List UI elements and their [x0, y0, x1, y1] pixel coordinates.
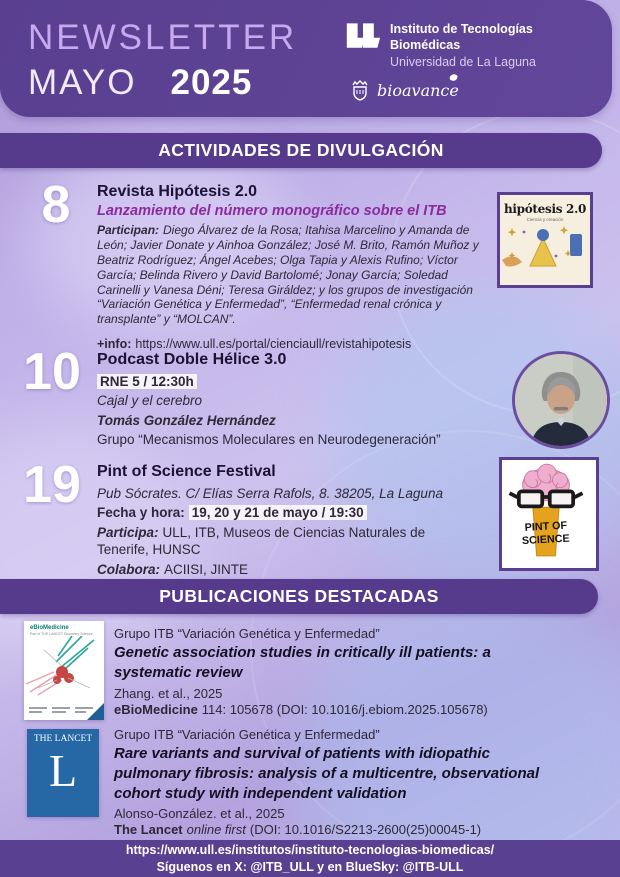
institute-logo-block	[345, 22, 536, 71]
hipotesis-cover-thumbnail	[497, 192, 593, 288]
activity-participants	[97, 223, 491, 327]
publication-group: Grupo ITB “Variación Genética y Enfermedad”	[114, 626, 380, 641]
info-url-link[interactable]: https://www.ull.es/portal/cienciaull/revistahipotesis	[135, 337, 412, 352]
lancet-cover-letter: L	[48, 745, 78, 796]
publication-item-ebiomedicine	[114, 626, 600, 717]
header	[0, 0, 612, 117]
lancet-cover-label: THE LANCET	[33, 734, 93, 744]
hipotesis-cover-subtitle: Ciencia y creación	[526, 217, 564, 222]
podcast-research-group: Grupo “Mecanismos Moleculares en Neurodegeneración”	[97, 432, 441, 448]
newsletter-date	[28, 63, 252, 103]
publication-title: Rare variants and survival of patients with idiopathic pulmonary fibrosis: analysis of a multicentre, observational cohort study with independent validation	[114, 745, 540, 802]
ull-logo-icon	[345, 22, 381, 50]
activity-subtitle: Lanzamiento del número monográfico sobre el ITB	[97, 203, 447, 219]
journal-name: eBioMedicine	[114, 701, 198, 717]
activity-item-pint-of-science	[97, 462, 467, 581]
institute-name-line1: Instituto de Tecnologías	[390, 22, 533, 36]
ebiomedicine-cover-columns	[29, 707, 93, 715]
colabora-label: Colabora:	[97, 561, 161, 577]
activity-title: Revista Hipótesis 2.0	[97, 183, 258, 200]
ebiomedicine-cover-label: eBioMedicine	[30, 625, 69, 631]
activity-item-podcast	[97, 350, 497, 451]
podcast-episode: Cajal y el cerebro	[97, 393, 203, 409]
ebiomedicine-cover-art	[24, 636, 104, 696]
event-collaborators	[97, 561, 467, 579]
activity-title: Pint of Science Festival	[97, 463, 276, 480]
partner-logo-block	[352, 80, 459, 101]
pint-logo-text-line1: PINT OF	[524, 519, 568, 534]
datetime-value: 19, 20 y 21 de mayo / 19:30	[189, 505, 367, 520]
bioavance-wordmark: bioavance	[377, 81, 459, 100]
publication-title: Genetic association studies in critically ill patients: a systematic review	[114, 644, 491, 681]
hipotesis-cover-illustration	[500, 222, 584, 270]
activity-item-revista-hipotesis	[97, 183, 491, 351]
publications-section-banner	[0, 579, 598, 614]
newsletter-year: 2025	[170, 63, 253, 102]
journal-name: The Lancet	[114, 822, 183, 838]
journal-note: online first	[186, 822, 246, 838]
event-venue: Pub Sócrates. C/ Elías Serra Rafols, 8. 38205, La Laguna	[97, 485, 443, 501]
institute-name-line2: Biomédicas	[390, 37, 461, 52]
participa-label: Participa:	[97, 524, 159, 540]
participa-value: ULL, ITB, Museos de Ciencias Naturales de Tenerife, HUNSC	[97, 524, 426, 558]
hipotesis-cover-title: hipótesis 2.0	[503, 202, 587, 216]
university-name: Universidad de La Laguna	[390, 55, 536, 70]
activity-title: Podcast Doble Hélice 3.0	[97, 351, 287, 368]
event-participants	[97, 524, 467, 559]
footer-url-link[interactable]: https://www.ull.es/institutos/instituto-tecnologias-biomedicas/	[125, 842, 495, 857]
publication-authors: Alonso-González. et al., 2025	[114, 806, 285, 822]
footer	[0, 840, 620, 877]
publication-authors: Zhang. et al., 2025	[114, 685, 223, 701]
participants-list: Diego Álvarez de la Rosa; Itahisa Marcelino y Amanda de León; Javier Donate y Ainhoa González; José M. Brito, Ramón Muñoz y Beatriz Rodríguez; Ángel Acebes; Olga Tapia y Alexis Rufino; Víctor García; Belinda Rivero y David Bartolomé; Jonay García; Soledad Carinelli y Vanesa Déni; Teresa Giráldez; y los grupos de investigación “Variación Genética y Enfermedad”, “Enfermedad renal crónica y transplante” y “MOLCAN”.	[97, 223, 479, 327]
ebiomedicine-cover-thumbnail	[24, 621, 104, 720]
ebiomedicine-cover-sublabel: Part of THE LANCET Discovery Science	[30, 632, 93, 636]
lancet-cover-thumbnail	[27, 729, 99, 817]
publication-group: Grupo ITB “Variación Genética y Enfermedad”	[114, 727, 380, 742]
speaker-portrait-illustration	[515, 354, 607, 446]
podcast-speaker: Tomás González Hernández	[97, 412, 276, 428]
ebiomedicine-cover-corner	[87, 703, 104, 720]
activities-section-banner	[0, 133, 602, 168]
activity-day-number: 10	[23, 343, 81, 401]
activities-section-title: ACTIVIDADES DE DIVULGACIÓN	[158, 140, 444, 160]
pint-of-science-logo	[499, 457, 599, 571]
footer-social-line[interactable]: Síguenos en X: @ITB_ULL y en BlueSky: @ITB-ULL	[156, 859, 464, 874]
publication-reference	[114, 702, 600, 717]
pint-of-science-illustration	[502, 460, 590, 562]
podcast-schedule: RNE 5 / 12:30h	[97, 374, 197, 389]
activity-day-number: 8	[41, 176, 71, 234]
participants-label: Participan:	[97, 223, 160, 237]
info-label: +info:	[97, 337, 132, 352]
publication-reference	[114, 822, 606, 837]
newsletter-title: NEWSLETTER	[28, 18, 298, 57]
publication-item-lancet	[114, 727, 606, 837]
activity-day-number: 19	[23, 456, 81, 514]
journal-reference: (DOI: 10.1016/S2213-2600(25)00045-1)	[249, 822, 482, 838]
canarias-shield-icon	[352, 80, 368, 101]
colabora-value: ACIISI, JINTE	[164, 561, 249, 577]
newsletter-month: MAYO	[28, 63, 137, 102]
speaker-photo	[512, 351, 610, 449]
event-datetime	[97, 504, 467, 522]
publications-section-title: PUBLICACIONES DESTACADAS	[159, 586, 439, 606]
pint-logo-text-line2: SCIENCE	[521, 532, 571, 548]
datetime-label: Fecha y hora:	[97, 505, 185, 521]
journal-reference: 114: 105678 (DOI: 10.1016/j.ebiom.2025.105678)	[201, 701, 488, 717]
